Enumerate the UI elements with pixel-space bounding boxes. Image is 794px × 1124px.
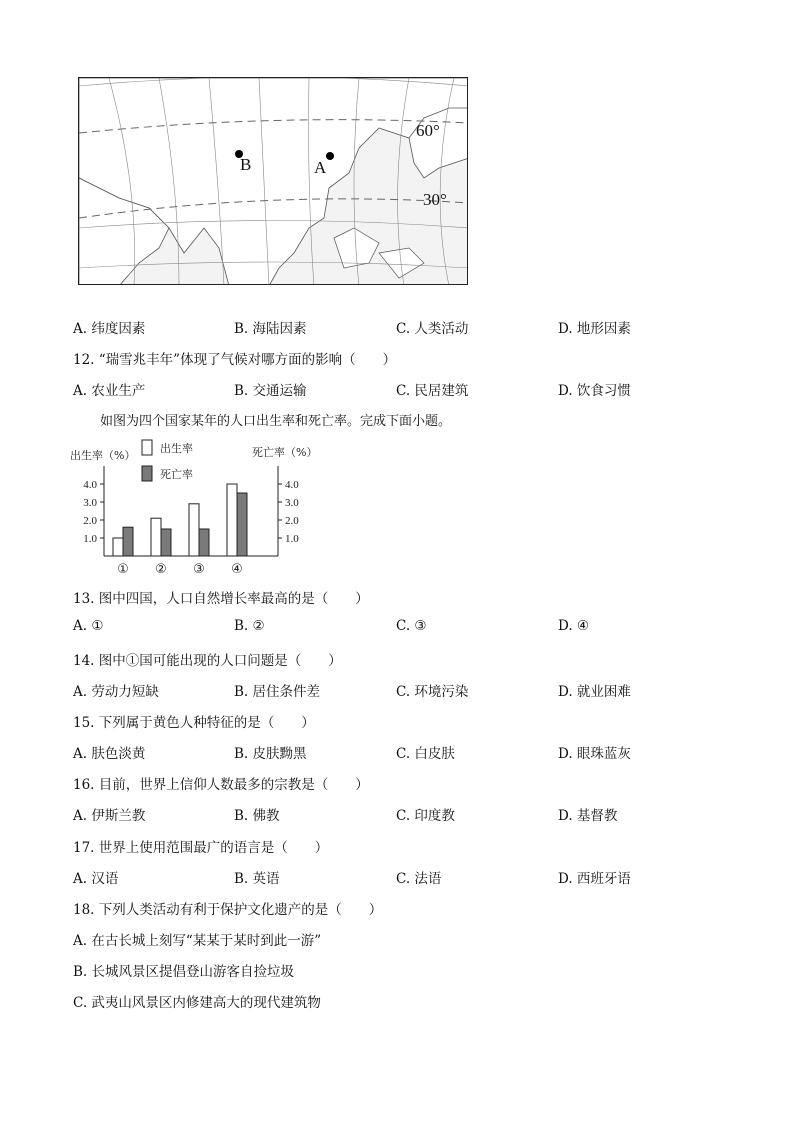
q14-option-a[interactable]: A. 劳动力短缺 [73, 684, 159, 700]
q16-option-b[interactable]: B. 佛教 [234, 808, 280, 824]
right-tick-label: 1.0 [285, 533, 299, 545]
left-axis-label: 出生率（%） [70, 449, 136, 462]
q12-option-b[interactable]: B. 交通运输 [234, 383, 307, 399]
bar-birth-3 [189, 504, 199, 556]
q15-option-a[interactable]: A. 肤色淡黄 [73, 746, 146, 762]
point-a-marker [326, 152, 334, 160]
point-a-label: A [314, 158, 327, 177]
q13-stem: 13. 图中四国，人口自然增长率最高的是（ ） [73, 591, 369, 607]
right-tick-label: 3.0 [285, 497, 299, 509]
bar-death-4 [237, 493, 247, 556]
q16-option-c[interactable]: C. 印度教 [396, 808, 455, 824]
q12-stem: 12. “瑞雪兆丰年”体现了气候对哪方面的影响（ ） [73, 352, 397, 368]
q16-option-a[interactable]: A. 伊斯兰教 [73, 808, 146, 824]
left-tick-label: 2.0 [83, 515, 97, 527]
q16-option-d[interactable]: D. 基督教 [558, 808, 618, 824]
q11-option-b[interactable]: B. 海陆因素 [234, 321, 307, 337]
bar-birth-1 [113, 538, 123, 556]
category-label-3: ③ [193, 562, 205, 577]
category-label-2: ② [155, 562, 167, 577]
q12-option-a[interactable]: A. 农业生产 [73, 383, 146, 399]
bar-birth-4 [227, 484, 237, 556]
asia-map [78, 77, 468, 285]
q17-option-c[interactable]: C. 法语 [396, 871, 442, 887]
q15-stem: 15. 下列属于黄色人种特征的是（ ） [73, 715, 315, 731]
right-tick-label: 4.0 [285, 479, 299, 491]
q17-option-b[interactable]: B. 英语 [234, 871, 280, 887]
legend-birth-swatch [142, 440, 152, 455]
q11-option-a[interactable]: A. 纬度因素 [73, 321, 146, 337]
q11-option-c[interactable]: C. 人类活动 [396, 321, 469, 337]
q18-option-b[interactable]: B. 长城风景区提倡登山游客自捡垃圾 [73, 964, 295, 980]
q13-option-d[interactable]: D. ④ [558, 618, 590, 634]
bar-birth-2 [151, 518, 161, 556]
left-tick-label: 3.0 [83, 497, 97, 509]
bar-death-2 [161, 529, 171, 556]
q12-option-d[interactable]: D. 饮食习惯 [558, 383, 631, 399]
q17-option-d[interactable]: D. 西班牙语 [558, 871, 631, 887]
q18-option-a[interactable]: A. 在古长城上刻写“某某于某时到此一游” [73, 933, 322, 949]
q14-option-b[interactable]: B. 居住条件差 [234, 684, 321, 700]
q12-option-c[interactable]: C. 民居建筑 [396, 383, 469, 399]
left-tick-label: 4.0 [83, 479, 97, 491]
category-label-1: ① [117, 562, 129, 577]
q13-option-a[interactable]: A. ① [73, 618, 104, 634]
category-label-4: ④ [231, 562, 243, 577]
bar-death-3 [199, 529, 209, 556]
latitude-60-label: 60° [416, 121, 440, 140]
q14-option-c[interactable]: C. 环境污染 [396, 684, 469, 700]
legend-death-label: 死亡率 [160, 468, 193, 481]
legend-birth-label: 出生率 [160, 442, 193, 455]
q17-option-a[interactable]: A. 汉语 [73, 871, 119, 887]
q17-stem: 17. 世界上使用范围最广的语言是（ ） [73, 840, 329, 856]
q14-option-d[interactable]: D. 就业困难 [558, 684, 631, 700]
q15-option-d[interactable]: D. 眼珠蓝灰 [558, 746, 631, 762]
q15-option-c[interactable]: C. 白皮肤 [396, 746, 455, 762]
latitude-30-label: 30° [423, 190, 447, 209]
bar-death-1 [123, 527, 133, 556]
right-axis-label: 死亡率（%） [252, 446, 318, 459]
q16-stem: 16. 目前，世界上信仰人数最多的宗教是（ ） [73, 777, 369, 793]
q18-stem: 18. 下列人类活动有利于保护文化遗产的是（ ） [73, 902, 383, 918]
legend-death-swatch [142, 466, 152, 481]
chart-intro: 如图为四个国家某年的人口出生率和死亡率。完成下面小题。 [100, 414, 452, 429]
left-tick-label: 1.0 [83, 533, 97, 545]
map-graphic [79, 78, 468, 285]
q15-option-b[interactable]: B. 皮肤黝黑 [234, 746, 307, 762]
q13-option-b[interactable]: B. ② [234, 618, 265, 634]
point-b-label: B [240, 155, 252, 174]
q13-option-c[interactable]: C. ③ [396, 618, 427, 634]
birth-death-rate-chart [68, 436, 338, 584]
right-tick-label: 2.0 [285, 515, 299, 527]
q14-stem: 14. 图中①国可能出现的人口问题是（ ） [73, 653, 342, 669]
q11-option-d[interactable]: D. 地形因素 [558, 321, 631, 337]
q18-option-c[interactable]: C. 武夷山风景区内修建高大的现代建筑物 [73, 995, 321, 1011]
